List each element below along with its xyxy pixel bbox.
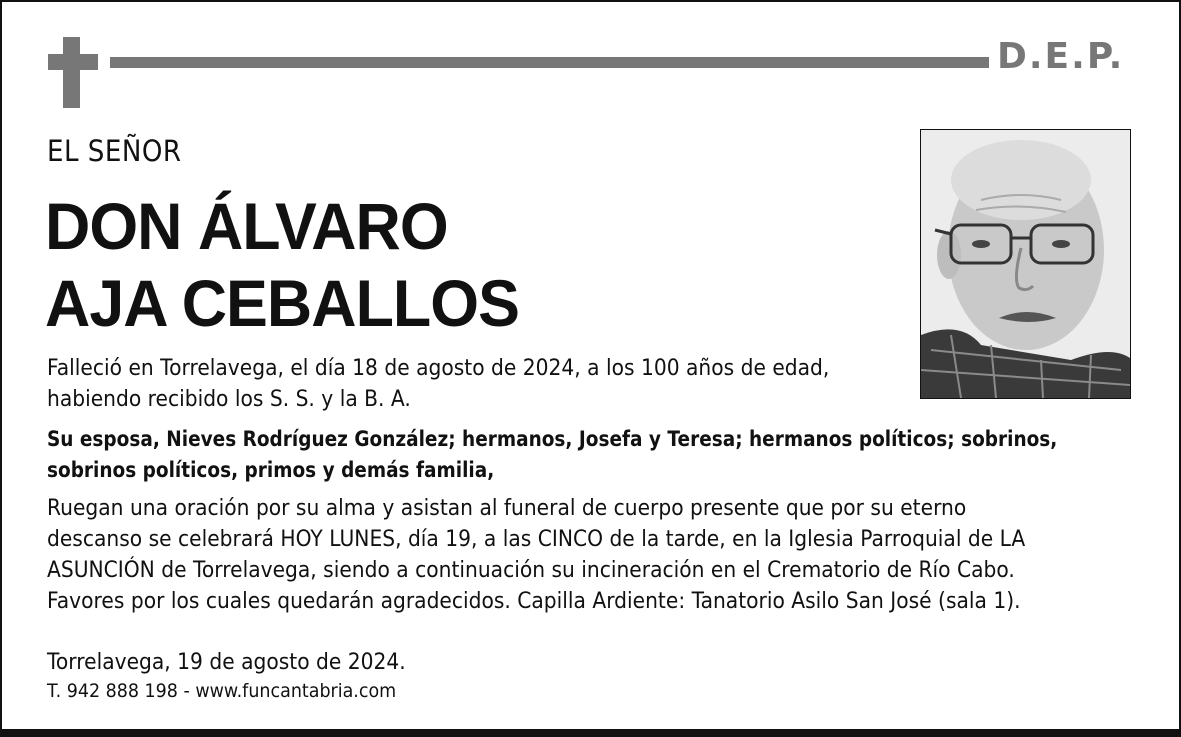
cross-icon-bar [48, 54, 98, 70]
contact-info: T. 942 888 198 - www.funcantabria.com [47, 680, 397, 702]
place-date: Torrelavega, 19 de agosto de 2024. [47, 650, 406, 675]
family-notice [47, 424, 1057, 486]
deceased-name-line1: DON ÁLVARO [45, 189, 448, 263]
family-line: sobrinos políticos, primos y demás familia, [47, 458, 495, 482]
death-line: habiendo recibido los S. S. y la B. A. [47, 387, 411, 412]
funeral-line: Ruegan una oración por su alma y asistan al funeral de cuerpo presente que por su eterno [47, 496, 967, 521]
funeral-line: ASUNCIÓN de Torrelavega, siendo a continuación su incineración en el Crematorio de Río Cabo. [47, 558, 1015, 583]
cross-icon [63, 37, 80, 108]
header-rule [110, 57, 989, 68]
deceased-title: EL SEÑOR [47, 134, 182, 168]
deceased-portrait [920, 129, 1131, 399]
dep-label: D.E.P. [997, 36, 1125, 77]
family-line: Su esposa, Nieves Rodríguez González; hermanos, Josefa y Teresa; hermanos políticos; sobrinos, [47, 427, 1058, 451]
funeral-line: Favores por los cuales quedarán agradecidos. Capilla Ardiente: Tanatorio Asilo San José (sala 1). [47, 589, 1021, 614]
funeral-notice [47, 493, 1025, 617]
deceased-name-line2: AJA CEBALLOS [45, 266, 519, 340]
funeral-line: descanso se celebrará HOY LUNES, día 19, a las CINCO de la tarde, en la Iglesia Parroquial de LA [47, 527, 1026, 552]
death-notice [47, 353, 829, 415]
death-line: Falleció en Torrelavega, el día 18 de agosto de 2024, a los 100 años de edad, [47, 356, 830, 381]
